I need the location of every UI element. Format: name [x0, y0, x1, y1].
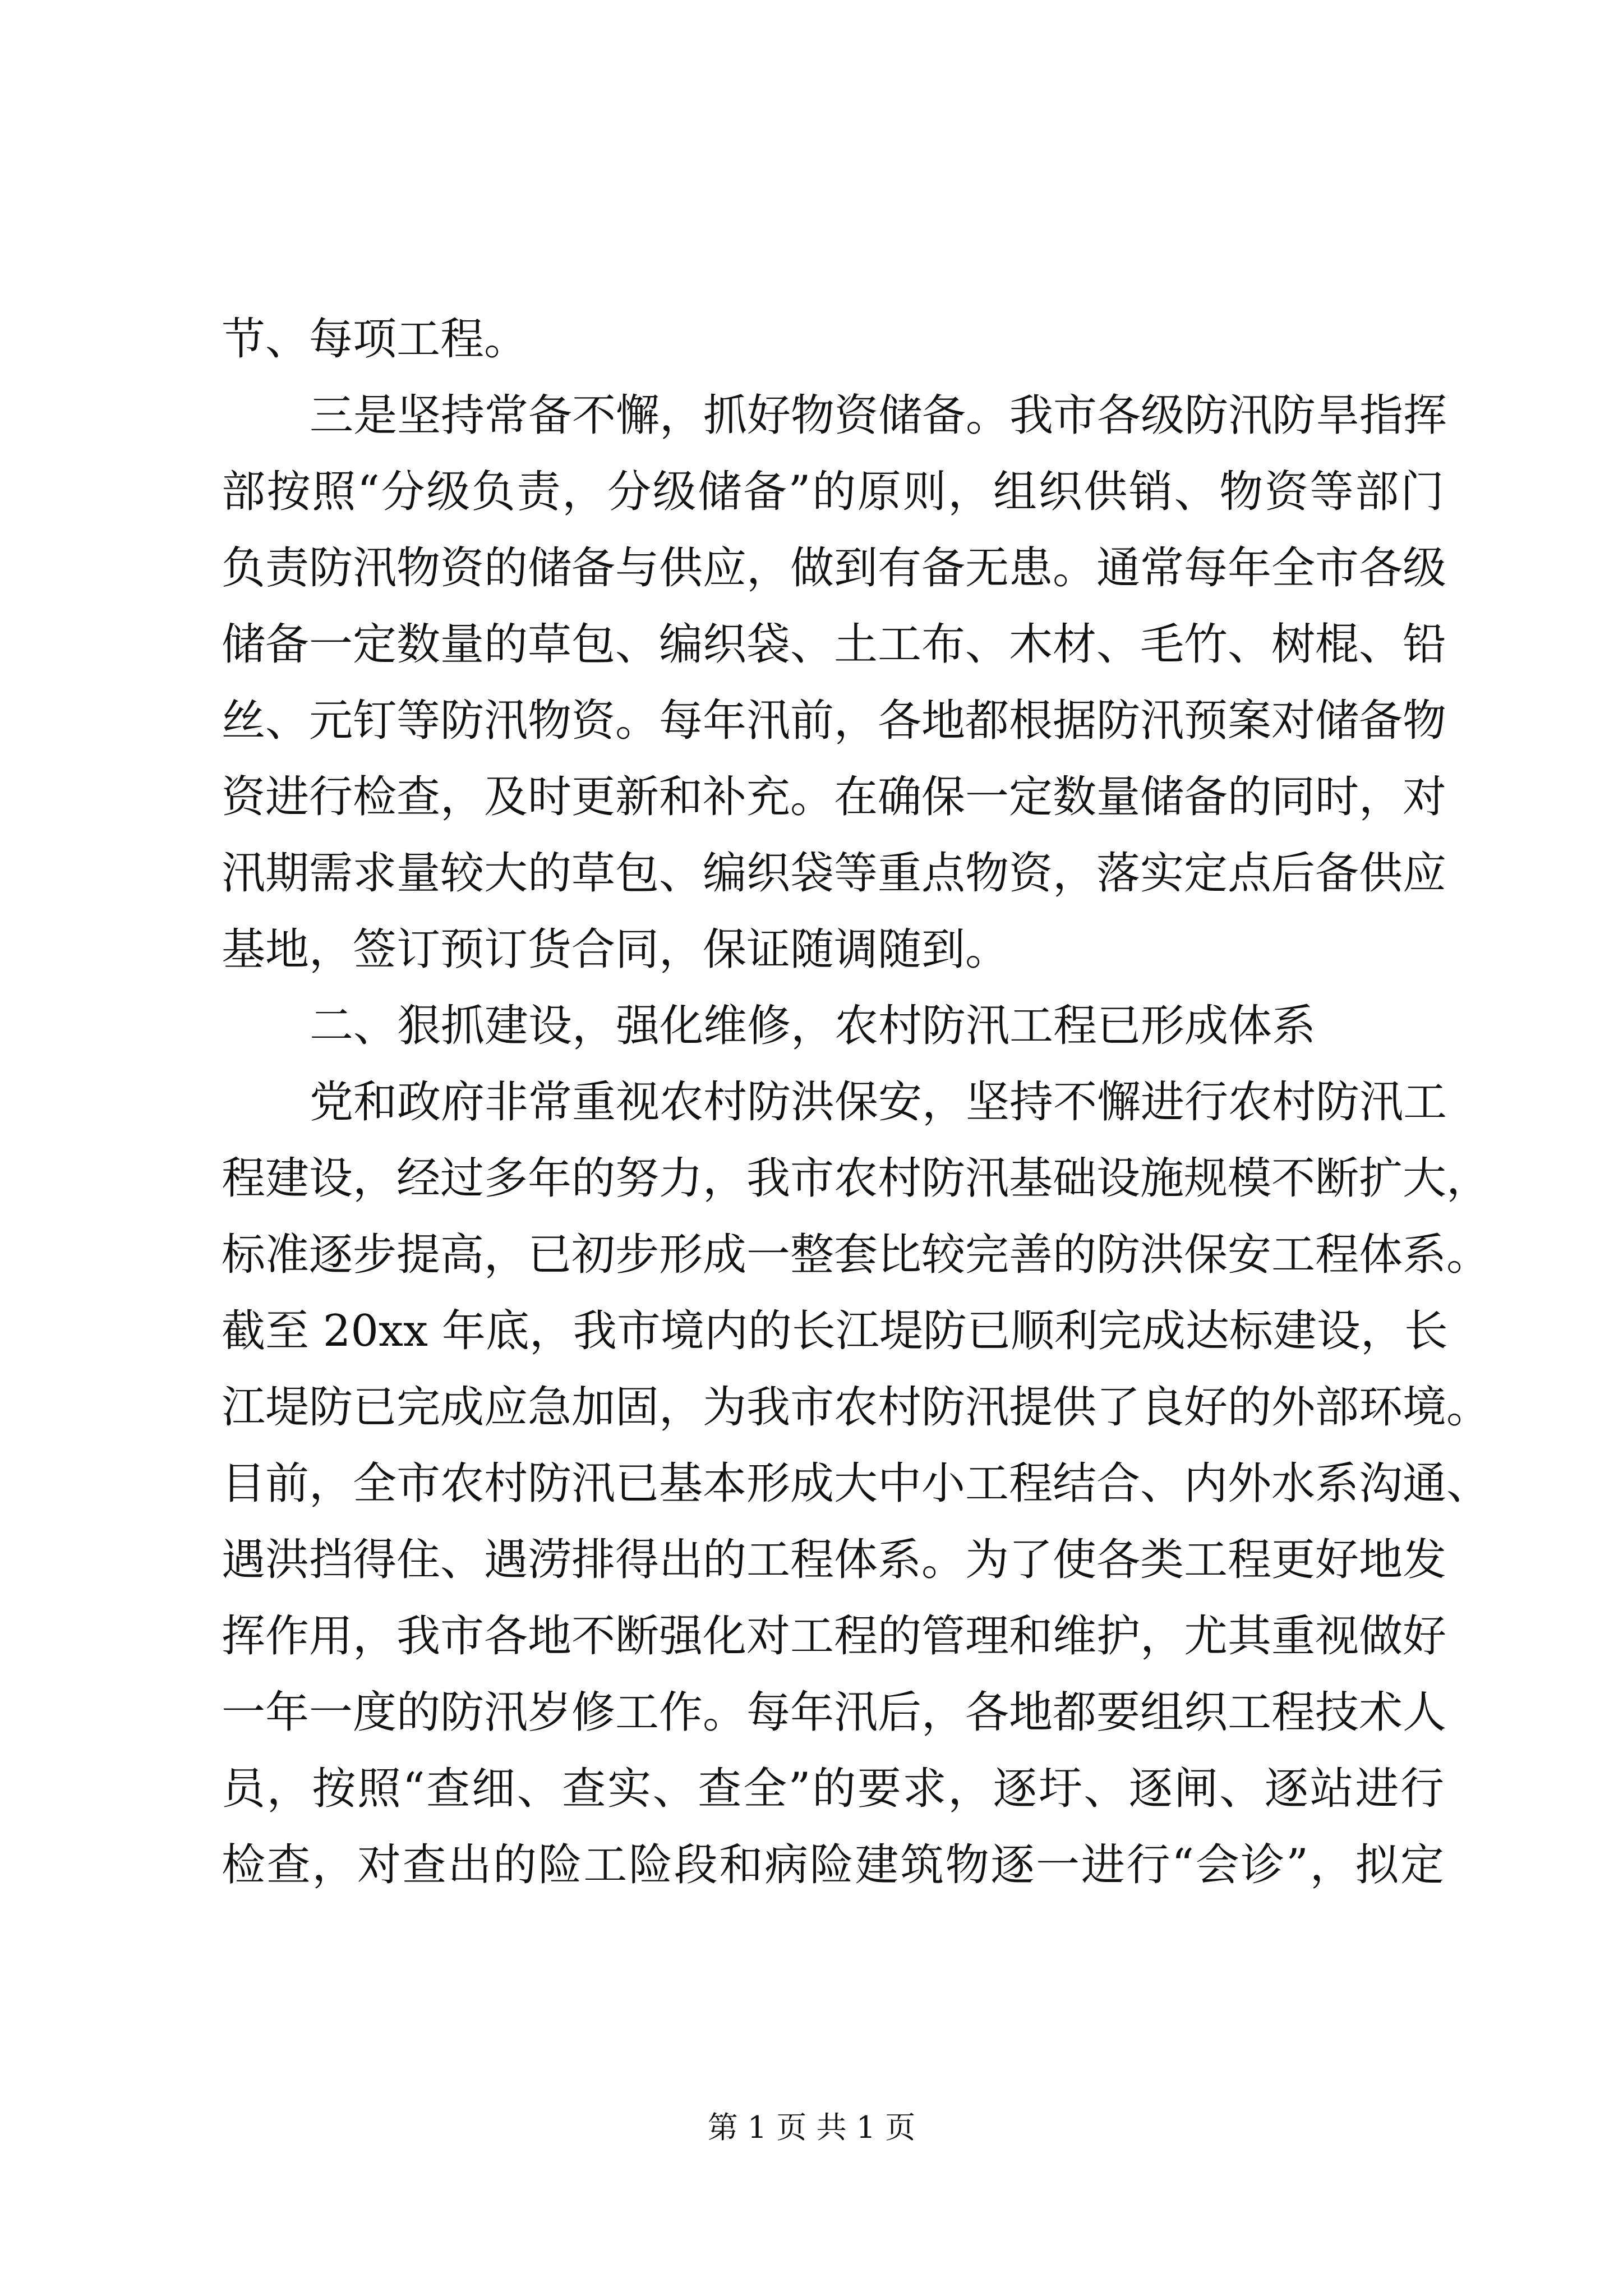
text-line: 检查，对查出的险工险段和病险建筑物逐一进行“会诊”，拟定 — [222, 1840, 1444, 1890]
text-line: 负责防汛物资的储备与供应，做到有备无患。通常每年全市各级 — [222, 543, 1447, 593]
section-heading: 二、狠抓建设，强化维修，农村防汛工程已形成体系 — [310, 1001, 1316, 1051]
text-line: 江堤防已完成应急加固，为我市农村防汛提供了良好的外部环境。 — [222, 1382, 1491, 1433]
text-line: 节、每项工程。 — [222, 314, 528, 365]
text-line: 目前，全市农村防汛已基本形成大中小工程结合、内外水系沟通、 — [222, 1458, 1491, 1509]
text-line: 程建设，经过多年的努力，我市农村防汛基础设施规模不断扩大， — [222, 1153, 1491, 1204]
text-line: 标准逐步提高，已初步形成一整套比较完善的防洪保安工程体系。 — [222, 1230, 1491, 1280]
text-line: 三是坚持常备不懈，抓好物资储备。我市各级防汛防旱指挥 — [310, 390, 1447, 441]
text-line: 遇洪挡得住、遇涝排得出的工程体系。为了使各类工程更好地发 — [222, 1535, 1447, 1585]
text-line: 资进行检查，及时更新和补充。在确保一定数量储备的同时，对 — [222, 772, 1447, 822]
text-line: 基地，签订预订货合同，保证随调随到。 — [222, 924, 1009, 975]
text-line: 部按照“分级负责，分级储备”的原则，组织供销、物资等部门 — [222, 467, 1444, 517]
text-line: 员，按照“查细、查实、查全”的要求，逐圩、逐闸、逐站进行 — [222, 1764, 1444, 1814]
text-line: 丝、元钉等防汛物资。每年汛前，各地都根据防汛预案对储备物 — [222, 696, 1447, 746]
text-line: 储备一定数量的草包、编织袋、土工布、木材、毛竹、树棍、铅 — [222, 619, 1447, 670]
text-line: 一年一度的防汛岁修工作。每年汛后，各地都要组织工程技术人 — [222, 1687, 1447, 1738]
text-line: 党和政府非常重视农村防洪保安，坚持不懈进行农村防汛工 — [310, 1077, 1447, 1128]
text-line: 截至 20xx 年底，我市境内的长江堤防已顺利完成达标建设，长 — [222, 1306, 1448, 1356]
text-line: 挥作用，我市各地不断强化对工程的管理和维护，尤其重视做好 — [222, 1611, 1447, 1662]
page-footer: 第 1 页 共 1 页 — [707, 2110, 916, 2145]
text-line: 汛期需求量较大的草包、编织袋等重点物资，落实定点后备供应 — [222, 848, 1447, 899]
